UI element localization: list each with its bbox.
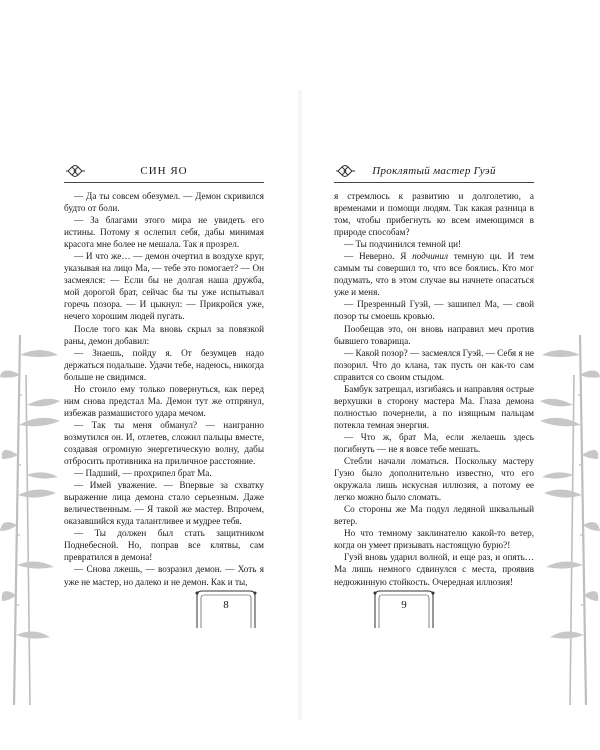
- paragraph: Гуэй вновь ударил волной, и еще раз, и опять… Ма лишь немного сдвинулся с места, проявив недюжинную стойкость. Очередная иллюзия!: [334, 552, 534, 587]
- paragraph: Пообещав это, он вновь направил меч против бывшего товарища.: [334, 323, 534, 346]
- paragraph: Со стороны же Ма подул ледяной шквальный ветер.: [334, 504, 534, 527]
- book-author-header: СИН ЯО: [140, 165, 188, 177]
- bamboo-decoration-icon: [0, 335, 62, 705]
- paragraph: — Что ж, брат Ма, если желаешь здесь погибнуть — не я вовсе тебе мешать.: [334, 431, 534, 454]
- paragraph: Бамбук затрещал, изгибаясь и направляя острые верхушки в сторону мастера Ма. Глаза демона полностью почернели, а по изящным пальцам потекла темная энергия.: [334, 383, 534, 430]
- paragraph: — Имей уважение. — Впервые за схватку выражение лица демона стало серьезным. Даже величественным. — Я такой же мастер. Впрочем, оказавшийся куда талантливее и мудрее тебя.: [64, 480, 264, 527]
- paragraph: — Снова лжешь, — возразил демон. — Хоть я уже не мастер, но далеко и не демон. Как и ты,: [64, 564, 264, 587]
- paragraph: — Ты должен был стать защитником Поднебесной. Но, поправ все клятвы, сам превратился в демона!: [64, 528, 264, 563]
- paragraph: — Падший, — прохрипел брат Ма.: [74, 468, 212, 479]
- emphasized-word: подчинил: [412, 251, 448, 262]
- bamboo-decoration-icon: [538, 335, 600, 705]
- page-gutter: [297, 90, 303, 720]
- right-page-number-frame: [371, 588, 437, 628]
- paragraph: — Презренный Гуэй, — зашипел Ма, — свой позор ты смоешь кровью.: [334, 299, 534, 322]
- right-page-number: 9: [401, 599, 407, 611]
- paragraph: — Знаешь, пойду я. От безумцев надо держаться подальше. Удачи тебе, надеюсь, никогда больше не свидимся.: [64, 347, 264, 382]
- right-page-text: [334, 190, 534, 588]
- paragraph: — Да ты совсем обезумел. — Демон скривился будто от боли.: [64, 191, 264, 214]
- right-running-header: [334, 160, 534, 183]
- paragraph-segment: темную ци. И тем самым ты совершил то, что все боялись. Кто мог подумать, что в этом случае вы начнете опасаться уже и меня.: [334, 251, 534, 298]
- paragraph: — Ты подчинился темной ци!: [344, 239, 462, 250]
- paragraph: Стебли начали ломаться. Поскольку мастеру Гуэю было дополнительно известно, что его окружала лишь искусная иллюзия, а потому ее легко можно было сломать.: [334, 456, 534, 503]
- left-page-number-frame: [193, 588, 259, 628]
- paragraph: я стремлюсь к развитию и долголетию, а временами и помощи людям. Так какая разница в том, чтобы прибегнуть ко всем имеющимся в природе способам?: [334, 191, 534, 238]
- left-page: [64, 160, 264, 588]
- paragraph: Но стоило ему только повернуться, как перед ним снова предстал Ма. Демон тут же отпрянул, избежав размашистого удара мечом.: [64, 383, 264, 418]
- book-title-header: Проклятый мастер Гуэй: [372, 165, 496, 177]
- paragraph: После того как Ма вновь скрыл за повязкой раны, демон добавил:: [64, 323, 264, 346]
- paragraph: — За благами этого мира не увидеть его истины. Потому я ослепил себя, дабы минимая красота мне более не мешала. Так я прозрел.: [64, 215, 264, 250]
- paragraph: [334, 250, 534, 298]
- paragraph: — Какой позор? — засмеялся Гуэй. — Себя я не позорил. Что до клана, так пусть он как-то сам справится со своим стыдом.: [334, 347, 534, 382]
- left-page-text: [64, 190, 264, 588]
- paragraph: Но что темному заклинателю какой-то ветер, когда он умеет призывать настоящую бурю?!: [334, 528, 534, 551]
- paragraph: — Так ты меня обманул? — наигранно возмутился он. И, отлетев, сложил пальцы вместе, создавая огромную энергетическую волну, дабы отбросить противника на приличное расстояние.: [64, 419, 264, 467]
- paragraph: — И что же… — демон очертил в воздухе круг, указывая на лицо Ма, — тебе это помогает? — Он засмеялся: — Если бы не долгая наша дружба, мой дорогой брат, сейчас бы ты уже испытывал горечь позора. — И цыкнул: — Прикройся уже, нечего хорошим людей пугать.: [64, 251, 264, 322]
- paragraph-segment: — Неверно. Я: [344, 251, 413, 262]
- right-page: [334, 160, 534, 588]
- left-page-number: 8: [223, 599, 229, 611]
- left-running-header: [64, 160, 264, 183]
